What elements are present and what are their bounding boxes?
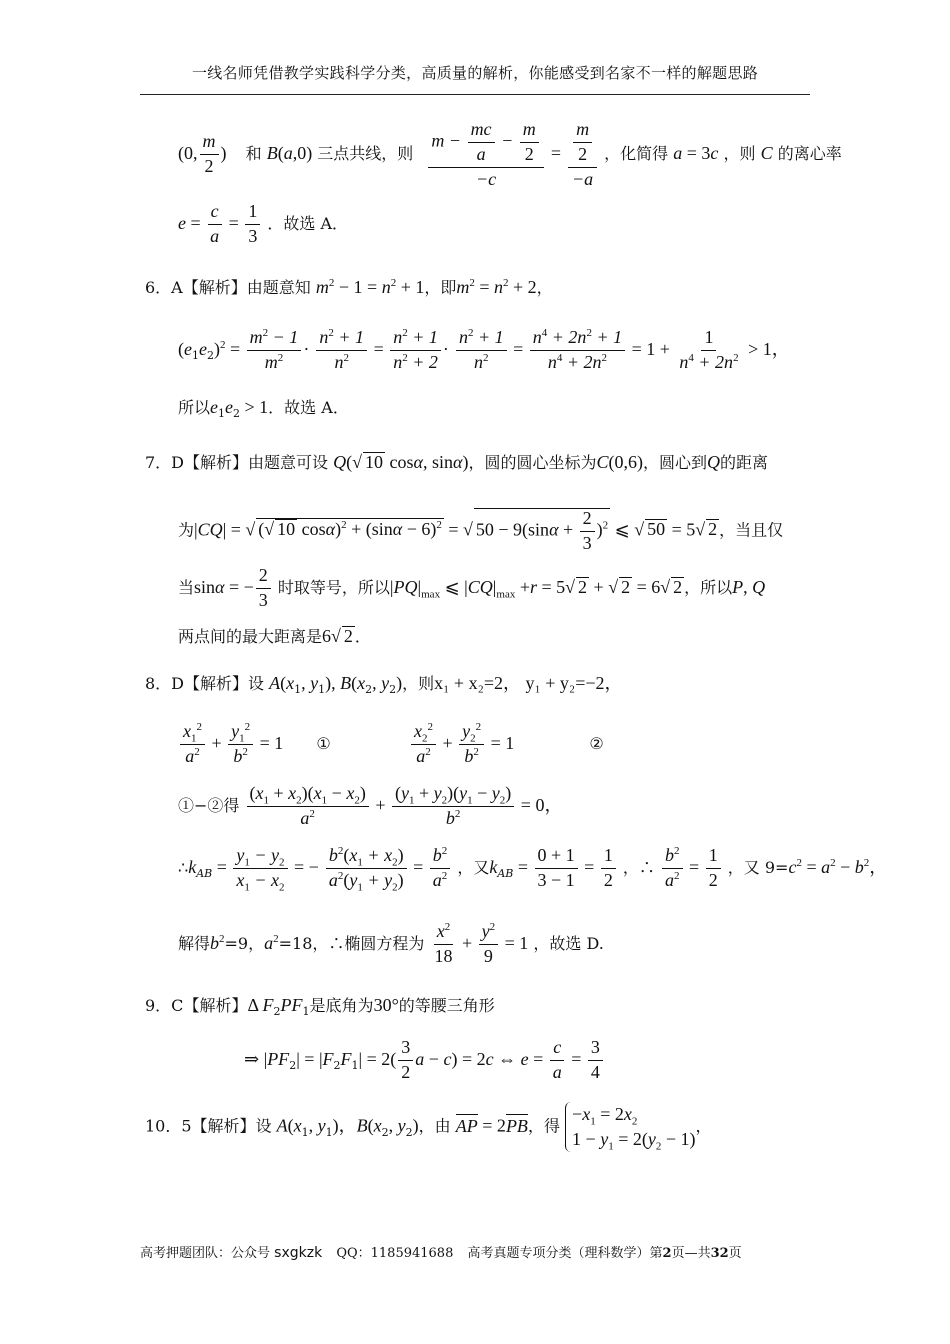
sol8-line1: 8．D【解析】设 $A(x_1$, $y_1$), $B(x_2$, $y_2$)，则x₁ + x₂=2， y₁ + y₂=−2，	[145, 673, 623, 697]
sol8-ellipse-equations: $\frac{x_1^2}{a^2}$ + $\frac{y_1^2}{b^2}$ = 1 ① $\frac{x_2^2}{a^2}$ + $\frac{y_2^2}{b^2}$ = 1 ②	[178, 722, 604, 767]
sol8-subtract-line: ①−②得 $\frac{(x_1 + x_2)(x_1 - x_2)}{a^2}$ + $\frac{(y_1 + y_2)(y_1 - y_2)}{b^2}$ = 0，	[178, 783, 563, 828]
sol5-eccentricity-line: e = $\frac{c}{a}$ = $\frac{1}{3}$ ．故选 A．	[178, 201, 349, 246]
sol10-line1: 10．5【解析】设 $A(x_1$, $y_1$)，$B(x_2$, $y_2$)，由 AP = 2PB，得 $-x_1 = 2x_2$ $1 - y_1 = 2(y_2 - 1)$ ，	[145, 1104, 712, 1153]
sol6-line1: 6．A【解析】由题意知 $m^2 - 1 = n^2 + 1$，即$m^2 = n^2 + 2$，	[145, 277, 553, 297]
footer-account: sxgkzk	[274, 1245, 323, 1261]
sol5-collinear-line: (0, $\frac{m}{2}$ ) 和 B(a,0) 三点共线，则 m − $\frac{mc}{a}$ − $\frac{m}{2}$ −c = $\frac{\frac{m}{2}}{-a}$ ，化简得 a = 3c ，则 C 的离心率	[178, 119, 842, 189]
sol8-conclusion: 解得$b^2=9$，$a^2=18$，∴椭圆方程为 $\frac{x^2}{18}$ + $\frac{y^2}{9}$ = 1 ，故选 D.	[178, 921, 604, 966]
sol7-line1: 7．D【解析】由题意可设 Q(√ 10 cosα, sinα)，圆的圆心坐标为C(0,6)，圆心到Q的距离	[145, 452, 769, 472]
sol7-distance-line: 为|CQ| = √ (√ 10 $\cos\alpha)^2 + (\sin\alpha - 6)^2$ = √ 50 − 9(sinα + $\frac{2}{3}$ )$^2$ ⩽ √ 50 = 5√ 2 ，当且仅	[178, 508, 784, 553]
page-footer: 高考押题团队：公众号 sxgkzk QQ：1185941688 高考真题专项分类（理科数学）第2页—共32页	[140, 1245, 742, 1261]
footer-page-total: 32	[710, 1246, 729, 1261]
sol6-conclusion: 所以$e_1e_2 > 1$．故选 A．	[178, 397, 349, 421]
sol7-equality-line: 当sinα = − $\frac{2}{3}$ 时取等号，所以$|PQ|_{max}$ ⩽ $|CQ|_{max} +r = 5√$ 2 + √ 2 = 6√ 2 ，所以P, Q	[178, 565, 766, 610]
footer-page-number: 2	[662, 1246, 672, 1261]
sol7-conclusion: 两点间的最大距离是6√ 2 ．	[178, 626, 371, 646]
sol9-derivation: ⇒ $|PF_2| = |F_2F_1| = 2$( $\frac{3}{2}$ a − c) = 2c ⇔ e = $\frac{c}{a}$ = $\frac{3}{4}$	[244, 1038, 605, 1083]
sol9-line1: 9．C【解析】Δ $F_2PF_1$是底角为30°的等腰三角形	[145, 995, 495, 1019]
header-divider	[140, 94, 810, 95]
sol8-slope-line: $\therefore k_{AB}$ = $\frac{y_1 - y_2}{x_1 - x_2}$ = − $\frac{b^2(x_1 + x_2)}{a^2(y_1 + y_2)}$ = $\frac{b^2}{a^2}$ ，又$k_{AB}$ = $\frac{0 + 1}{3 - 1}$ = $\frac{1}{2}$ ，∴ $\frac{b^2}{a^2}$ = $\frac{1}{2}$ ，又 $9=c^2 = a^2 - b^2$，	[178, 845, 888, 894]
page-header: 一线名师凭借教学实践科学分类，高质量的解析，你能感受到名家不一样的解题思路	[191, 64, 759, 82]
sol6-product-line: $(e_1e_2)^2$ = $\frac{m^2 - 1}{m^2}$ · $\frac{n^2 + 1}{n^2}$ = $\frac{n^2 + 1}{n^2 + 2}$ · $\frac{n^2 + 1}{n^2}$ = $\frac{n^4 + 2n^2 + 1}{n^4 + 2n^2}$ = 1 + $\frac{1}{n^4 + 2n^2}$ > 1，	[178, 327, 790, 372]
